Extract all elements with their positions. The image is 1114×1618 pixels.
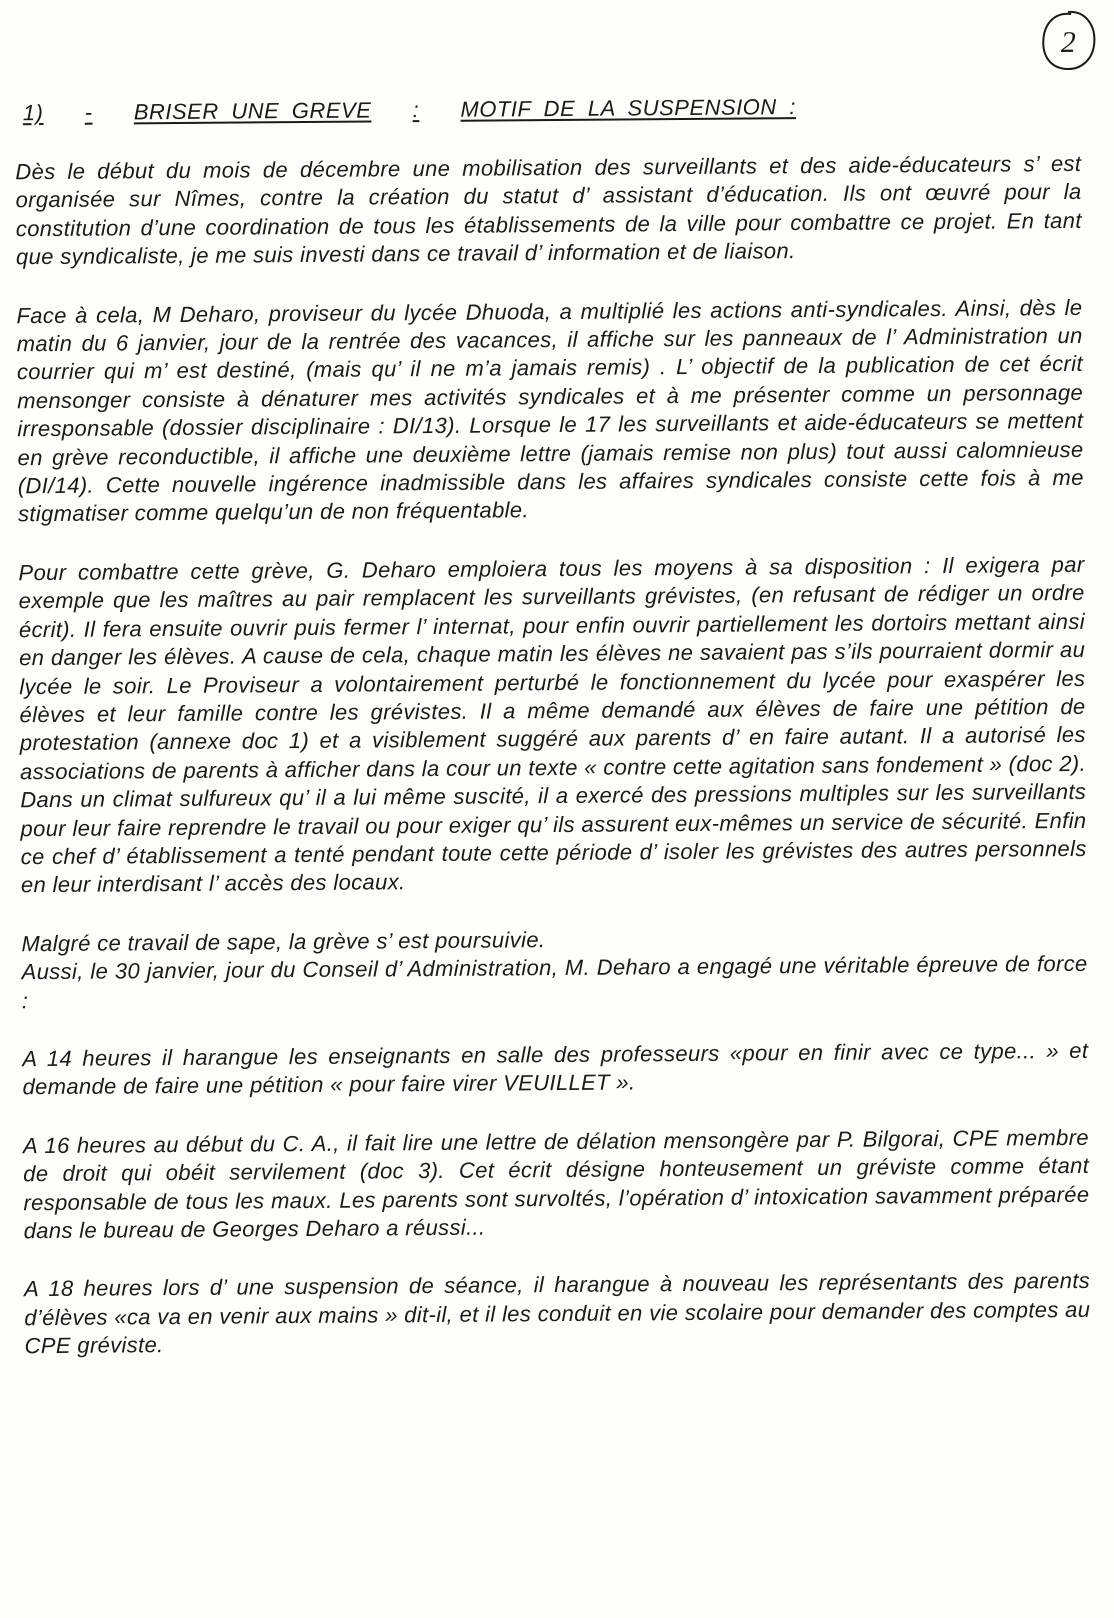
- heading-separator: :: [412, 97, 420, 123]
- paragraph-14-heures: A 14 heures il harangue les enseignants en salle des professeurs «pour en finir avec ce type... » et demande de faire une pétition « pour faire virer VEUILLET ».: [22, 1037, 1089, 1100]
- paragraph-actions-anti-syndicales: Face à cela, M Deharo, proviseur du lycée Dhuoda, a multiplié les actions anti-syndicales. Ainsi, dès le matin du 6 janvier, jour de la rentrée des vacances, il affiche sur les panneaux de l’ Administration un courrier qui m’ est destiné, (mais qu’ il ne m’a jamais remis) . L’ objectif de la publication de cet écrit mensonger consiste à dénaturer mes activités syndicales et à me présenter comme un personnage irresponsable (dossier disciplinaire : DI/13). Lorsque le 17 les surveillants et aide-éducateurs se mettent en grève reconductible, il affiche une deuxième lettre (jamais remise non plus) tout aussi calomnieuse (DI/14). Cette nouvelle ingérence inadmissible dans les affaires syndicales consiste cette fois à me stigmatiser comme quelqu’un de non fréquentable.: [16, 294, 1084, 527]
- paragraph-16-heures: A 16 heures au début du C. A., il fait lire une lettre de délation mensongère par P. Bilgorai, CPE membre de droit qui obéit servilement (doc 3). Cet écrit désigne honteusement un gréviste comme étant responsable de tous les maux. Les parents sont survoltés, l’opération d’ intoxication savamment préparée dans le bureau de Georges Deharo a réussi...: [22, 1124, 1090, 1244]
- circled-number-icon: [1038, 6, 1099, 76]
- paragraph-mobilisation: Dès le début du mois de décembre une mobilisation des surveillants et des aide-éducateurs s’ est organisée sur Nîmes, contre la création du statut d’ assistant d’éducation. Ils ont œuvré pour la constitution d’une coordination de tous les établissements de la ville pour combattre ce projet. En tant que syndicaliste, je me suis investi dans ce travail d’ information et de liaison.: [15, 150, 1082, 270]
- section-heading: [23, 94, 796, 126]
- heading-subtitle: MOTIF DE LA SUSPENSION :: [460, 94, 797, 122]
- heading-number: 1): [22, 100, 44, 126]
- heading-title: BRISER UNE GREVE: [133, 97, 372, 125]
- paragraph-greve-poursuivie: Malgré ce travail de sape, la grève s’ est poursuivie.: [21, 926, 546, 956]
- paragraph-combattre-greve: Pour combattre cette grève, G. Deharo emploiera tous les moyens à sa disposition : Il exigera par exemple que les maîtres au pair remplacent les surveillants grévistes, (en refusant de rédiger un ordre écrit). Il fera ensuite ouvrir puis fermer l’ internat, pour enfin ouvrir partiellement les dortoirs mettant ainsi en danger les élèves. A cause de cela, chaque matin les élèves ne savaient pas s’ils pourraient dormir au lycée le soir. Le Proviseur a volontairement perturbé le fonctionnement du lycée pour exaspérer les élèves et leur famille contre les grévistes. Il a même demandé aux élèves de faire une pétition de protestation (annexe doc 1) et a visiblement suggéré aux parents d’ en faire autant. Il a autorisé les associations de parents à afficher dans la cour un texte « contre cette agitation sans fondement » (doc 2). Dans un climat sulfureux qu’ il a lui même suscité, il a exercé des pressions multiples sur les surveillants pour leur faire reprendre le travail ou pour exiger qu’ ils assurent eux-mêmes un service de sécurité. Enfin ce chef d’ établissement a tenté pendant toute cette période d’ isoler les grévistes des autres personnels en leur interdisant l’ accès des locaux.: [18, 551, 1087, 898]
- page-number-text: 2: [1060, 25, 1076, 60]
- document-body: [15, 150, 1091, 1391]
- heading-dash: -: [84, 99, 93, 125]
- paragraph-30-janvier: Aussi, le 30 janvier, jour du Conseil d’ Administration, M. Deharo a engagé une véritable épreuve de force :: [21, 951, 1088, 1013]
- paragraph-18-heures: A 18 heures lors d’ une suspension de séance, il harangue à nouveau les représentants des parents d’élèves «ca va en venir aux mains » dit-il, et il les conduit en vie scolaire pour demander des comptes au CPE gréviste.: [24, 1268, 1091, 1359]
- page-number-circle: [1038, 6, 1099, 76]
